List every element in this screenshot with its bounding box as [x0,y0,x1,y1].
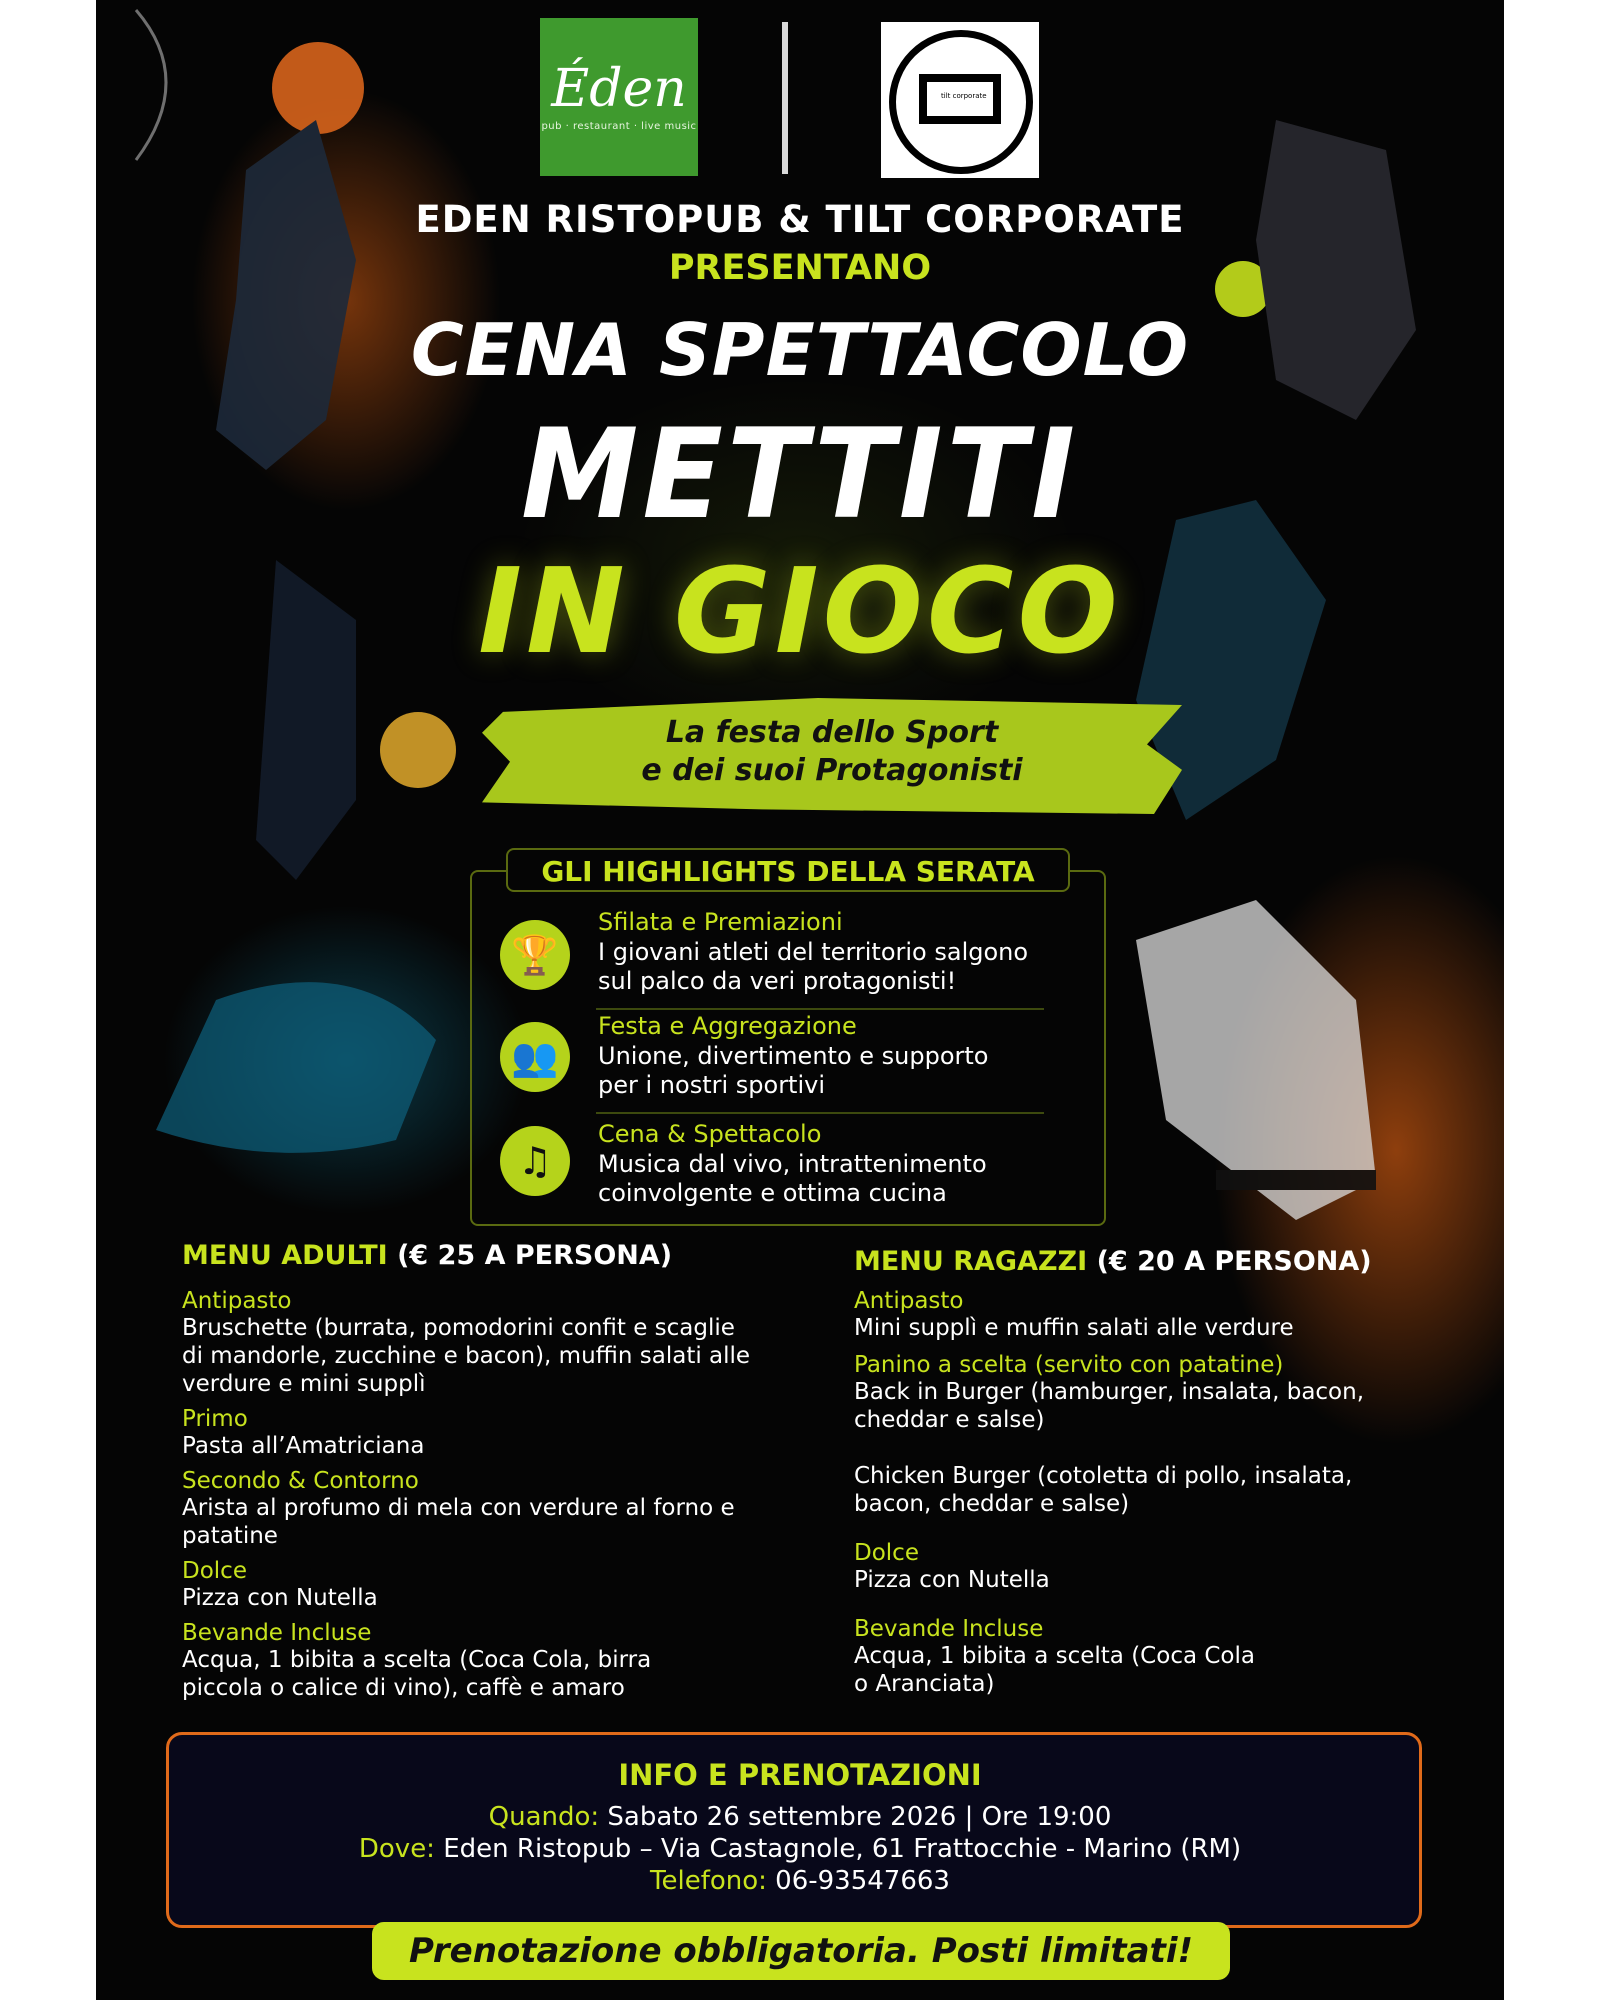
menu-spacer [854,1434,1414,1462]
info-where [96,1834,1504,1864]
menu-category: Antipasto [182,1288,292,1314]
tagline-line2: e dei suoi Protagonisti [641,753,1023,788]
basketball-icon [272,42,364,134]
menu-item: verdure e mini supplì [182,1371,426,1397]
highlight-desc-line: per i nostri sportivi [598,1071,826,1099]
info-phone-label: Telefono: [650,1866,767,1896]
highlight-description [598,1042,1068,1100]
highlights-title: GLI HIGHLIGHTS DELLA SERATA [506,848,1070,892]
menu-item: patatine [182,1523,278,1549]
event-title-line2: IN GIOCO [478,542,1122,680]
menu-item: Chicken Burger (cotoletta di pollo, insalata, [854,1463,1353,1489]
logo-divider [782,22,788,174]
menu-item: Pizza con Nutella [182,1585,378,1611]
menu-ragazzi-heading [854,1246,1372,1277]
highlight-desc-line: Musica dal vivo, intrattenimento [598,1150,987,1178]
menu-item: Acqua, 1 bibita a scelta (Coca Cola [854,1643,1255,1669]
group-icon: 👥 [500,1022,570,1092]
menu-category: Bevande Incluse [182,1620,372,1646]
presenters-heading: EDEN RISTOPUB & TILT CORPORATE [415,198,1185,241]
menu-item: Mini supplì e muffin salati alle verdure [854,1315,1294,1341]
eden-logo-tagline: pub · restaurant · live music [541,120,697,132]
menu-ragazzi-title: MENU RAGAZZI [854,1246,1088,1277]
event-type-title: CENA SPETTACOLO [410,308,1190,392]
menu-item: di mandorle, zucchine e bacon), muffin salati alle [182,1343,751,1369]
eden-logo-text: Éden [551,58,687,119]
highlight-desc-line: sul palco da veri protagonisti! [598,967,957,995]
trophy-icon: 🏆 [500,920,570,990]
menu-item: Pizza con Nutella [854,1567,1050,1593]
menu-item: Arista al profumo di mela con verdure al forno e [182,1495,735,1521]
info-when [96,1802,1504,1832]
info-phone-value: 06-93547663 [775,1866,950,1896]
menu-adulti-price: (€ 25 A PERSONA) [397,1240,673,1271]
highlight-name: Cena & Spettacolo [598,1120,822,1148]
menu-adulti-list [182,1288,792,1702]
tagline-line1: La festa dello Sport [665,715,999,750]
highlight-description [598,1150,1068,1208]
highlight-divider [596,1112,1044,1114]
event-poster [96,0,1504,2000]
menu-category: Dolce [854,1540,919,1566]
tilt-logo-text: tilt corporate [941,92,987,100]
info-where-value: Eden Ristopub – Via Castagnole, 61 Frattocchie - Marino (RM) [443,1834,1242,1864]
info-phone [96,1866,1504,1896]
tagline [482,714,1182,790]
presentano-label: PRESENTANO [668,248,932,288]
menu-item: o Aranciata) [854,1671,995,1697]
info-when-label: Quando: [488,1802,600,1832]
menu-category: Secondo & Contorno [182,1468,419,1494]
tilt-corporate-logo [881,22,1039,178]
menu-item: Back in Burger (hamburger, insalata, bacon, [854,1379,1365,1405]
event-title-line1: METTITI [520,401,1080,547]
menu-item: cheddar e salse) [854,1407,1045,1433]
menu-category: Primo [182,1406,248,1432]
highlight-desc-line: coinvolgente e ottima cucina [598,1179,947,1207]
music-note-icon: ♫ [500,1126,570,1196]
menu-category: Antipasto [854,1288,964,1314]
highlight-description [598,938,1068,996]
menu-category: Bevande Incluse [854,1616,1044,1642]
menu-item: piccola o calice di vino), caffè e amaro [182,1675,625,1701]
menu-item: bacon, cheddar e salse) [854,1491,1130,1517]
highlight-divider [596,1008,1044,1010]
info-when-value: Sabato 26 settembre 2026 | Ore 19:00 [607,1802,1112,1832]
menu-ragazzi-list [854,1288,1414,1698]
menu-category: Panino a scelta (servito con patatine) [854,1352,1284,1378]
highlight-name: Festa e Aggregazione [598,1012,857,1040]
menu-category: Dolce [182,1558,247,1584]
info-where-label: Dove: [358,1834,435,1864]
menu-item: Pasta all’Amatriciana [182,1433,425,1459]
menu-adulti-heading [182,1240,672,1271]
booking-banner-text: Prenotazione obbligatoria. Posti limitati! [409,1931,1193,1971]
menu-ragazzi-price: (€ 20 A PERSONA) [1096,1246,1372,1277]
eden-logo [540,18,698,176]
menu-item: Acqua, 1 bibita a scelta (Coca Cola, birra [182,1647,652,1673]
menu-adulti-title: MENU ADULTI [182,1240,388,1271]
highlight-desc-line: Unione, divertimento e supporto [598,1042,989,1070]
highlight-name: Sfilata e Premiazioni [598,908,843,936]
volleyball-icon [380,712,456,788]
info-title: INFO E PRENOTAZIONI [618,1758,982,1792]
highlight-desc-line: I giovani atleti del territorio salgono [598,938,1029,966]
menu-item: Bruschette (burrata, pomodorini confit e scaglie [182,1315,735,1341]
